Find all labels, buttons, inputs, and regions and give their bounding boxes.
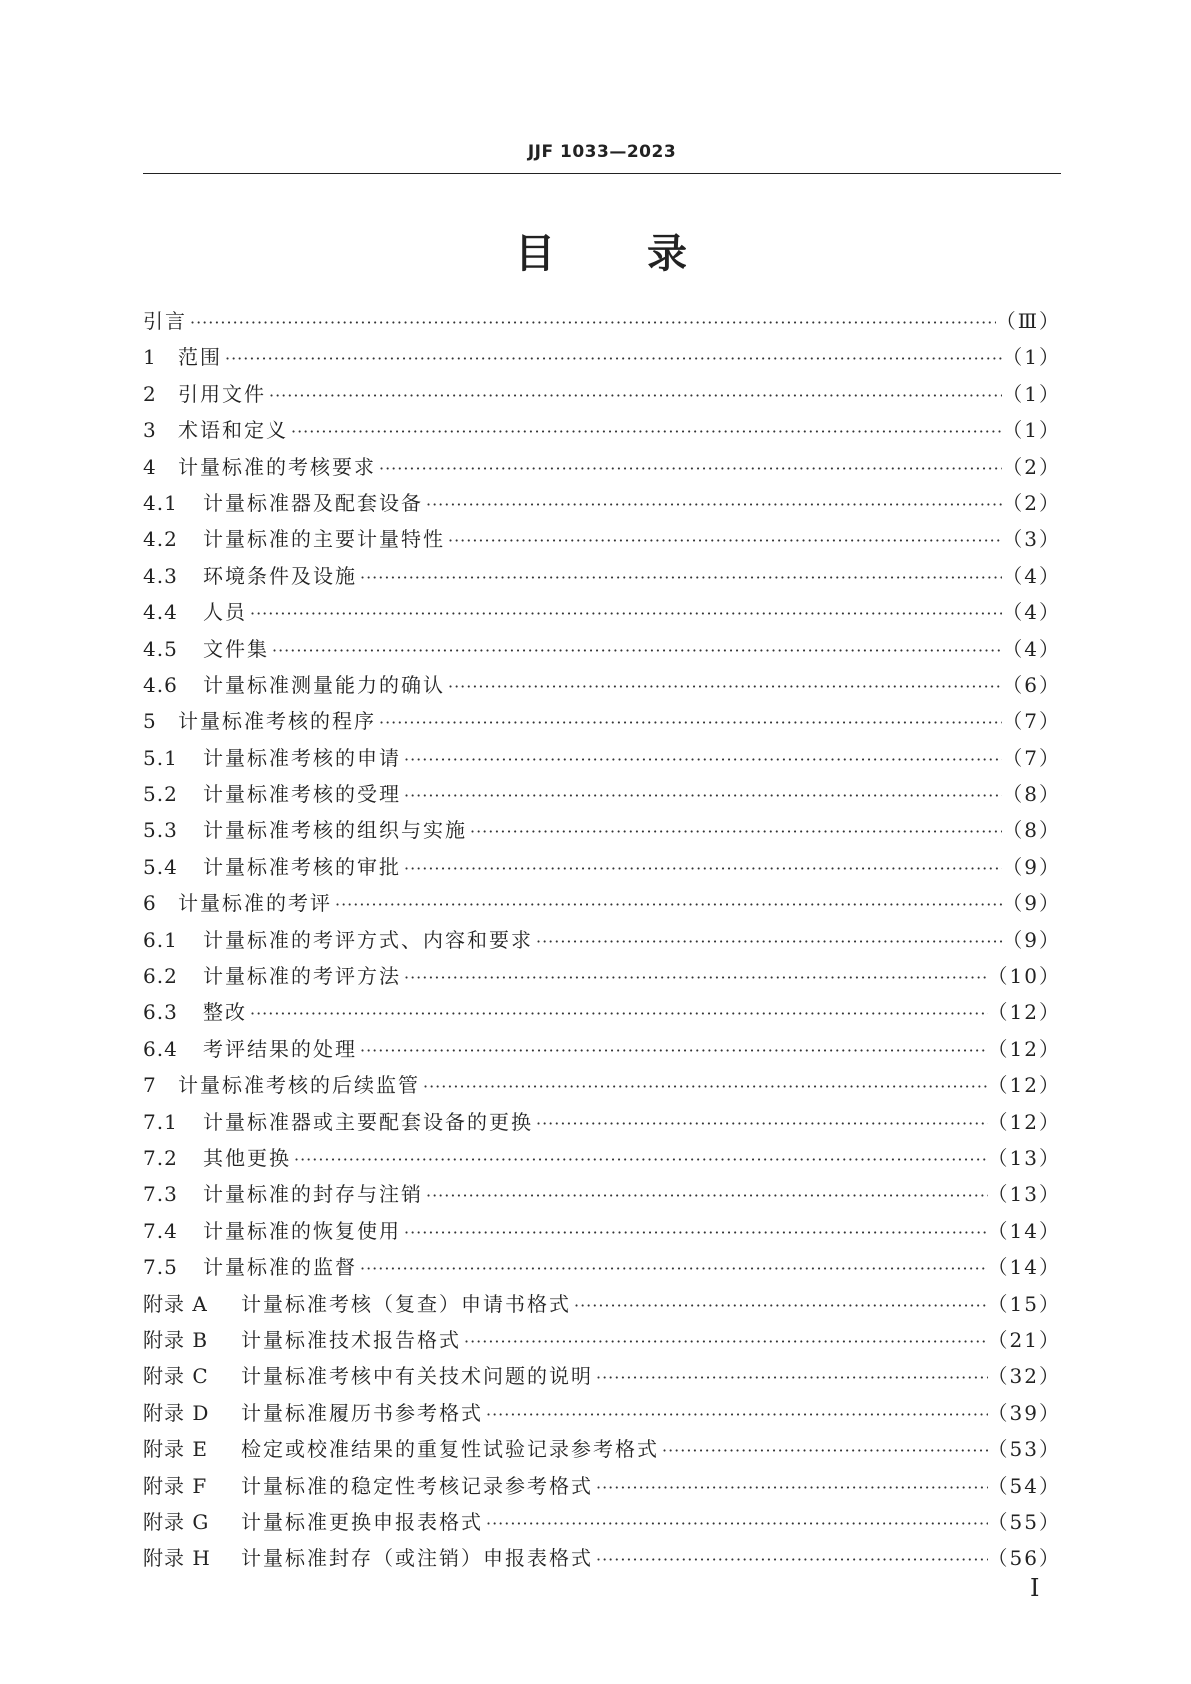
toc-entry-title: 引言: [143, 309, 187, 333]
toc-entry-number: 7: [143, 1073, 157, 1098]
toc-entry-number: 5.4: [143, 854, 178, 879]
toc-leader-dots: [332, 887, 1002, 923]
toc-entry-title: 计量标准考核的申请: [203, 745, 401, 770]
toc-entry[interactable]: [143, 1286, 1061, 1322]
toc-entry[interactable]: [143, 958, 1061, 994]
toc-entry-page: （12）: [987, 1073, 1061, 1098]
toc-entry-page: （7）: [1002, 745, 1061, 770]
toc-entry-page: （4）: [1002, 563, 1061, 588]
toc-entry-title: 考评结果的处理: [203, 1036, 357, 1061]
toc-entry-title: 计量标准考核的审批: [203, 854, 401, 879]
toc-entry-title: 计量标准的考核要求: [178, 454, 376, 479]
toc-leader-dots: [401, 960, 988, 996]
toc-entry-page: （9）: [1002, 891, 1061, 916]
toc-leader-dots: [423, 1178, 988, 1214]
toc-entry-page: （53）: [987, 1437, 1061, 1462]
standard-code-header: JJF 1033—2023: [527, 142, 677, 162]
toc-entry[interactable]: [143, 303, 1061, 339]
toc-leader-dots: [461, 1324, 988, 1360]
toc-leader-dots: [420, 1069, 988, 1105]
toc-entry[interactable]: [143, 885, 1061, 921]
toc-entry-page: （1）: [1002, 345, 1061, 370]
toc-entry-page: （21）: [987, 1327, 1061, 1352]
toc-entry-page: （8）: [1002, 818, 1061, 843]
toc-entry[interactable]: [143, 412, 1061, 448]
page-number: Ⅰ: [1030, 1574, 1040, 1602]
toc-entry-number: 6.1: [143, 927, 178, 952]
toc-entry-title: 计量标准技术报告格式: [241, 1327, 461, 1352]
toc-entry-title: 计量标准的稳定性考核记录参考格式: [241, 1473, 593, 1498]
toc-entry[interactable]: [143, 667, 1061, 703]
toc-entry[interactable]: [143, 594, 1061, 630]
toc-entry-title: 整改: [203, 1000, 247, 1025]
toc-entry-number: 6.3: [143, 1000, 178, 1025]
toc-entry-number: 6: [143, 891, 157, 916]
toc-entry-title: 计量标准考核中有关技术问题的说明: [241, 1364, 593, 1389]
toc-entry-number: 7.4: [143, 1218, 178, 1243]
toc-entry-title: 引用文件: [178, 381, 266, 406]
toc-leader-dots: [288, 414, 1002, 450]
toc-entry-number: 附录 D: [143, 1400, 210, 1425]
toc-entry-number: 6.2: [143, 964, 178, 989]
header-rule: [143, 173, 1061, 174]
toc-leader-dots: [445, 523, 1002, 559]
toc-entry-number: 7.5: [143, 1255, 178, 1280]
toc-leader-dots: [376, 705, 1002, 741]
toc-entry-page: （9）: [1002, 854, 1061, 879]
toc-entry[interactable]: [143, 1322, 1061, 1358]
toc-entry-page: （15）: [987, 1291, 1061, 1316]
toc-leader-dots: [467, 814, 1002, 850]
toc-entry-number: 附录 B: [143, 1327, 209, 1352]
toc-entry-page: （7）: [1002, 709, 1061, 734]
toc-leader-dots: [423, 487, 1002, 523]
toc-entry[interactable]: [143, 376, 1061, 412]
toc-entry[interactable]: [143, 994, 1061, 1030]
toc-entry-number: 5.1: [143, 745, 178, 770]
toc-entry-number: 7.3: [143, 1182, 178, 1207]
toc-entry-page: （13）: [987, 1145, 1061, 1170]
toc-leader-dots: [247, 596, 1002, 632]
toc-entry-title: 文件集: [203, 636, 269, 661]
toc-leader-dots: [269, 633, 1002, 669]
toc-entry-title: 计量标准的监督: [203, 1255, 357, 1280]
toc-leader-dots: [247, 996, 988, 1032]
toc-entry-number: 5.3: [143, 818, 178, 843]
toc-entry-title: 检定或校准结果的重复性试验记录参考格式: [241, 1437, 659, 1462]
toc-entry-page: （2）: [1002, 454, 1061, 479]
toc-leader-dots: [401, 1215, 988, 1251]
toc-entry-page: （1）: [1002, 418, 1061, 443]
toc-leader-dots: [571, 1288, 988, 1324]
toc-entry-page: （39）: [987, 1400, 1061, 1425]
toc-entry[interactable]: [143, 1395, 1061, 1431]
toc-entry-title: 计量标准考核的程序: [178, 709, 376, 734]
toc-entry-number: 4.6: [143, 672, 178, 697]
toc-entry[interactable]: [143, 1358, 1061, 1394]
toc-entry-title: 术语和定义: [178, 418, 288, 443]
toc-entry-title: 计量标准封存（或注销）申报表格式: [241, 1546, 593, 1571]
toc-entry-number: 7.1: [143, 1109, 178, 1134]
toc-leader-dots: [401, 851, 1002, 887]
toc-entry[interactable]: [143, 1067, 1061, 1103]
toc-entry[interactable]: [143, 1249, 1061, 1285]
toc-leader-dots: [483, 1506, 988, 1542]
toc-entry-page: （2）: [1002, 490, 1061, 515]
toc-entry-page: （3）: [1002, 527, 1061, 552]
toc-entry[interactable]: [143, 1431, 1061, 1467]
toc-entry-number: 附录 F: [143, 1473, 208, 1498]
toc-entry-title: 计量标准的考评方法: [203, 964, 401, 989]
toc-leader-dots: [266, 378, 1002, 414]
toc-entry[interactable]: [143, 703, 1061, 739]
toc-entry-number: 附录 A: [143, 1291, 208, 1316]
toc-leader-dots: [533, 1106, 988, 1142]
toc-entry-title: 计量标准履历书参考格式: [241, 1400, 483, 1425]
toc-entry-number: 附录 H: [143, 1546, 211, 1571]
toc-entry-page: （8）: [1002, 782, 1061, 807]
toc-entry-title: 其他更换: [203, 1145, 291, 1170]
toc-entry[interactable]: [143, 1140, 1061, 1176]
toc-entry-number: 3: [143, 418, 157, 443]
toc-entry-number: 1: [143, 345, 157, 370]
toc-entry-number: 5.2: [143, 782, 178, 807]
toc-entry-number: 4.2: [143, 527, 178, 552]
toc-entry-page: （4）: [1002, 636, 1061, 661]
toc-entry-number: 附录 G: [143, 1509, 210, 1534]
table-of-contents: [143, 303, 1061, 1577]
toc-entry-title: 计量标准的封存与注销: [203, 1182, 423, 1207]
toc-entry-page: （6）: [1002, 672, 1061, 697]
toc-entry-number: 4.5: [143, 636, 178, 661]
toc-entry[interactable]: [143, 849, 1061, 885]
toc-leader-dots: [445, 669, 1002, 705]
toc-entry[interactable]: [143, 1504, 1061, 1540]
toc-leader-dots: [187, 305, 996, 341]
toc-leader-dots: [483, 1397, 988, 1433]
toc-entry-title: 环境条件及设施: [203, 563, 357, 588]
toc-entry-page: （9）: [1002, 927, 1061, 952]
toc-entry-page: （32）: [987, 1364, 1061, 1389]
toc-leader-dots: [357, 1033, 988, 1069]
toc-entry[interactable]: [143, 740, 1061, 776]
toc-entry-page: （4）: [1002, 600, 1061, 625]
toc-entry-title: 计量标准考核的受理: [203, 782, 401, 807]
toc-leader-dots: [593, 1360, 988, 1396]
toc-entry-page: （14）: [987, 1218, 1061, 1243]
toc-entry[interactable]: [143, 922, 1061, 958]
toc-entry[interactable]: [143, 1540, 1061, 1576]
toc-leader-dots: [357, 560, 1002, 596]
toc-entry[interactable]: [143, 1104, 1061, 1140]
title-char-1: 目: [515, 231, 557, 277]
toc-entry-title: 计量标准测量能力的确认: [203, 672, 445, 697]
toc-entry-number: 4.1: [143, 490, 178, 515]
toc-entry[interactable]: [143, 558, 1061, 594]
toc-entry-number: 4: [143, 454, 157, 479]
toc-entry-number: 7.2: [143, 1145, 178, 1170]
toc-entry-page: （12）: [987, 1036, 1061, 1061]
toc-leader-dots: [376, 451, 1002, 487]
toc-entry[interactable]: [143, 812, 1061, 848]
toc-entry-title: 计量标准的考评: [178, 891, 332, 916]
toc-entry-title: 计量标准的主要计量特性: [203, 527, 445, 552]
toc-entry-number: 4.4: [143, 600, 178, 625]
toc-entry-page: （12）: [987, 1109, 1061, 1134]
toc-entry-page: （10）: [987, 964, 1061, 989]
toc-entry-number: 5: [143, 709, 157, 734]
toc-leader-dots: [593, 1542, 988, 1578]
toc-entry-title: 计量标准考核的后续监管: [178, 1073, 420, 1098]
toc-entry[interactable]: [143, 1468, 1061, 1504]
toc-entry-page: （14）: [987, 1255, 1061, 1280]
page-title: [143, 222, 1061, 279]
toc-entry-title: 计量标准的恢复使用: [203, 1218, 401, 1243]
toc-entry[interactable]: [143, 485, 1061, 521]
toc-entry-title: 范围: [178, 345, 222, 370]
toc-entry-title: 人员: [203, 600, 247, 625]
toc-entry-page: （13）: [987, 1182, 1061, 1207]
toc-entry-number: 4.3: [143, 563, 178, 588]
toc-entry-title: 计量标准考核（复查）申请书格式: [241, 1291, 571, 1316]
toc-entry-page: （55）: [987, 1509, 1061, 1534]
toc-entry-page: （54）: [987, 1473, 1061, 1498]
toc-leader-dots: [222, 341, 1002, 377]
toc-entry-page: （1）: [1002, 381, 1061, 406]
toc-entry[interactable]: [143, 776, 1061, 812]
toc-entry-title: 计量标准更换申报表格式: [241, 1509, 483, 1534]
toc-entry[interactable]: [143, 1176, 1061, 1212]
toc-leader-dots: [659, 1433, 988, 1469]
toc-entry-number: 附录 E: [143, 1437, 208, 1462]
toc-entry[interactable]: [143, 339, 1061, 375]
toc-entry-title: 计量标准考核的组织与实施: [203, 818, 467, 843]
toc-entry-number: 2: [143, 381, 157, 406]
toc-entry-page: （Ⅲ）: [995, 309, 1061, 333]
toc-entry-page: （56）: [987, 1546, 1061, 1571]
toc-entry-title: 计量标准器及配套设备: [203, 490, 423, 515]
toc-leader-dots: [533, 924, 1002, 960]
toc-leader-dots: [401, 742, 1002, 778]
toc-entry-title: 计量标准的考评方式、内容和要求: [203, 927, 533, 952]
toc-leader-dots: [401, 778, 1002, 814]
toc-entry[interactable]: [143, 631, 1061, 667]
toc-entry-number: 附录 C: [143, 1364, 209, 1389]
title-char-2: 录: [647, 231, 689, 277]
toc-entry[interactable]: [143, 1213, 1061, 1249]
toc-entry-number: 6.4: [143, 1036, 178, 1061]
toc-entry[interactable]: [143, 1031, 1061, 1067]
toc-entry[interactable]: [143, 449, 1061, 485]
toc-entry[interactable]: [143, 521, 1061, 557]
toc-entry-page: （12）: [987, 1000, 1061, 1025]
toc-leader-dots: [593, 1470, 988, 1506]
toc-leader-dots: [357, 1251, 988, 1287]
toc-leader-dots: [291, 1142, 988, 1178]
toc-entry-title: 计量标准器或主要配套设备的更换: [203, 1109, 533, 1134]
